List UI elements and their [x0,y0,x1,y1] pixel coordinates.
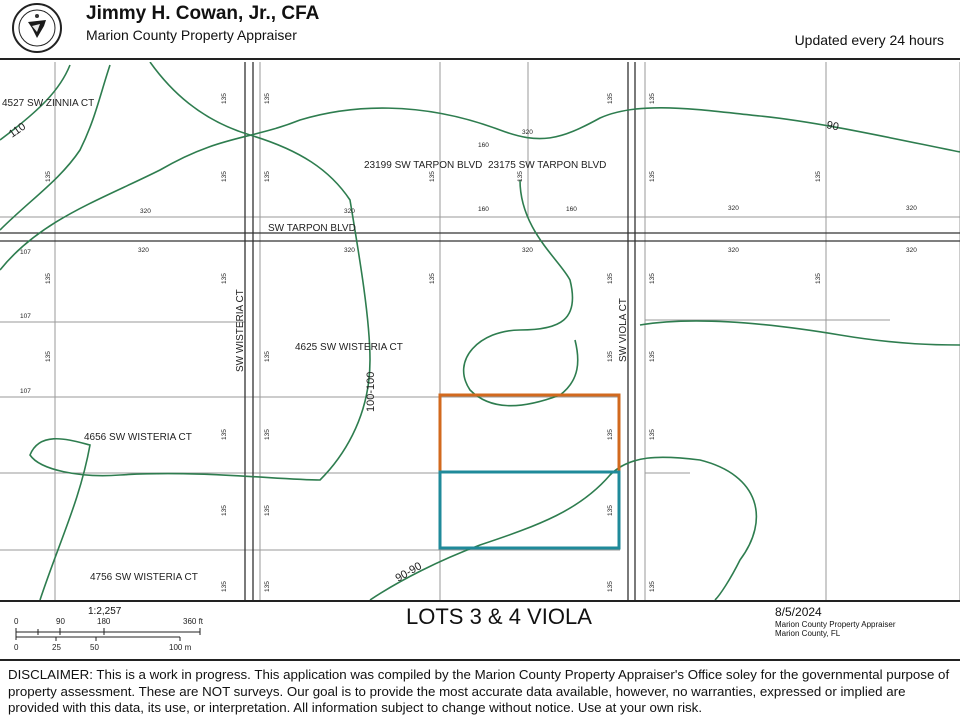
dim-135: 135 [264,581,271,592]
dim-135: 135 [221,429,228,440]
label-wisteria-road: SW WISTERIA CT [235,289,246,372]
dim-135: 135 [649,581,656,592]
dim-135: 135 [264,171,271,182]
header-bar [0,0,960,60]
dim-107: 107 [20,388,31,395]
lots-title: LOTS 3 & 4 VIOLA [406,604,592,629]
dim-320: 320 [344,208,355,215]
lot-3-outline[interactable] [440,395,619,472]
lot-4-outline[interactable] [440,472,619,548]
dim-320: 320 [906,247,917,254]
dim-320: 320 [522,129,533,136]
scale-bar [8,615,208,655]
map-canvas[interactable] [0,62,960,600]
label-wisteria-4625: 4625 SW WISTERIA CT [295,342,403,353]
label-wisteria-4756: 4756 SW WISTERIA CT [90,572,198,583]
dim-320: 320 [522,247,533,254]
scale-ft-0: 0 [14,617,19,626]
credit-line-1: Marion County Property Appraiser [775,620,896,629]
dim-135: 135 [607,505,614,516]
dim-160: 160 [478,142,489,149]
parcel-map[interactable] [0,62,960,600]
dim-135: 135 [649,171,656,182]
dim-320: 320 [728,247,739,254]
appraiser-office: Marion County Property Appraiser [86,27,297,43]
dim-135: 135 [221,171,228,182]
update-frequency-note: Updated every 24 hours [794,32,944,48]
label-tarpon-addr2: 23175 SW TARPON BLVD [488,160,607,171]
scale-ft-360: 360 ft [183,617,204,626]
dim-320: 320 [138,247,149,254]
dim-135: 135 [221,273,228,284]
dim-135: 135 [649,273,656,284]
label-viola-road: SW VIOLA CT [618,298,629,362]
contour-label-110: 110 [6,120,29,141]
scale-ft-90: 90 [56,617,65,626]
dim-135: 135 [221,93,228,104]
dim-135: 135 [607,273,614,284]
dim-320: 320 [140,208,151,215]
dim-135: 135 [607,351,614,362]
appraiser-seal-logo [6,2,68,54]
dim-135: 135 [221,581,228,592]
disclaimer-text: DISCLAIMER: This is a work in progress. This application was compiled by the Marion County Property Appraiser's Office soley for the governmental purpose of property assessment. These are NOT surveys. Our goal is to provide the most accurate data available, however, no warranties, expressed or implied are provided with this data, its use, or interpretation. All information subject to change without notice. Use at your own risk. [0,659,960,727]
label-tarpon-addr1: 23199 SW TARPON BLVD [364,160,483,171]
dim-135: 135 [45,351,52,362]
dim-135: 135 [45,273,52,284]
dim-135: 135 [607,93,614,104]
dim-320: 320 [906,205,917,212]
dim-135: 135 [221,505,228,516]
dim-135: 135 [815,171,822,182]
dim-135: 135 [429,171,436,182]
dim-135: 135 [649,93,656,104]
dim-135: 135 [815,273,822,284]
dim-135: 135 [429,273,436,284]
map-date: 8/5/2024 [775,605,822,619]
dim-107: 107 [20,313,31,320]
dim-135: 135 [45,171,52,182]
dim-160: 160 [478,206,489,213]
dim-135: 135 [649,351,656,362]
dim-135: 135 [264,351,271,362]
dim-135: 135 [607,581,614,592]
appraiser-name: Jimmy H. Cowan, Jr., CFA [86,3,320,24]
contour-label-90-bottom: 90-90 [393,560,424,585]
dim-135: 135 [264,429,271,440]
scale-ratio: 1:2,257 [88,606,122,617]
scale-m-0: 0 [14,643,19,652]
credit-line-2: Marion County, FL [775,629,841,638]
label-wisteria-4656: 4656 SW WISTERIA CT [84,432,192,443]
dim-135: 135 [607,429,614,440]
label-zinnia: 4527 SW ZINNIA CT [2,98,95,109]
dim-320: 320 [344,247,355,254]
scale-m-50: 50 [90,643,99,652]
dim-320: 320 [728,205,739,212]
dim-135: 135 [517,171,524,182]
scale-m-25: 25 [52,643,61,652]
scale-m-100: 100 m [169,643,192,652]
contour-label-90-top: 90 [825,119,840,134]
dim-135: 135 [264,93,271,104]
scale-ft-180: 180 [97,617,111,626]
dim-107: 107 [20,249,31,256]
dim-160: 160 [566,206,577,213]
dim-135: 135 [649,429,656,440]
contour-label-100: 100-100 [365,371,377,412]
dim-135: 135 [264,505,271,516]
label-tarpon-blvd: SW TARPON BLVD [268,223,356,234]
